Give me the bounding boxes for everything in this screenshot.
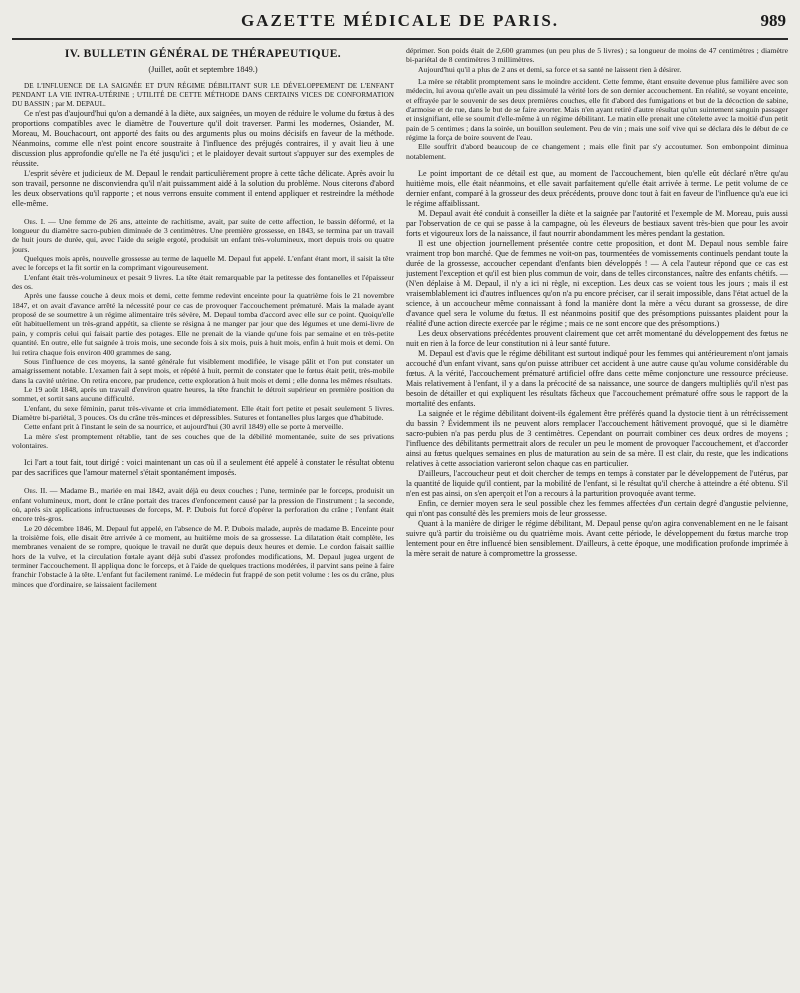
paragraph: Quelques mois après, nouvelle grossesse au terme de laquelle M. Depaul fut appelé. L'enfant étant mort, il saisit la tête avec le forceps et la fit sortir en la comprimant vigoureusement.	[12, 254, 394, 273]
paragraph: Le point important de ce détail est que, au moment de l'accouchement, bien qu'elle eût déclaré n'être qu'au huitième mois, elle était néanmoins, et elle savait parfaitement qu'elle était arrivée à terme. Le petit volume de ce dernier enfant, comparé à la grosseur des deux précédents, prouve donc tout à fait en faveur de l'influence qu'a eue ici le régime affaiblissant.	[406, 169, 788, 209]
observation-2	[12, 486, 394, 523]
observation-label: Obs. II.	[24, 486, 48, 496]
paragraph: Aujourd'hui qu'il a plus de 2 ans et demi, sa force et sa santé ne laissent rien à désirer.	[418, 64, 682, 74]
paragraph: L'enfant était très-volumineux et pesait 9 livres. La tête était remarquable par la petitesse des fontanelles et l'épaisseur des os.	[12, 272, 394, 292]
paragraph: La mère s'est promptement rétablie, tant de ses couches que de la débilité momentanée, suite de ses privations volontaires.	[12, 431, 394, 450]
paragraph: Ce n'est pas d'aujourd'hui qu'on a demandé à la diète, aux saignées, un moyen de réduire le volume du fœtus à des proportions compatibles avec le diamètre de l'ouverture qu'il doit traverser. Parmi les modernes, Osiander, M. Moreau, M. Bouchacourt, ont apporté des faits ou des arguments plus ou moins décisifs en faveur de la méthode. Néanmoins, comme elle n'est point encore soustraite à l'influence des préjugés contraires, il y avait lieu à une discussion plus approfondie qu'elle ne l'a été jusqu'ici ; et le plaidoyer devait surtout s'appuyer sur des exemples de réussite.	[12, 108, 394, 168]
paragraph: L'enfant, du sexe féminin, parut très-vivante et cria immédiatement. Elle était fort petite et pesait seulement 5 livres. Diamètre bi-pariétal, 3 pouces. Os du crâne très-minces et dépressibles. Sutures et fontanelles plus larges que d'habitude.	[12, 403, 394, 422]
page-number: 989	[760, 11, 786, 30]
observation-1	[12, 217, 394, 254]
paragraph: M. Depaul avait été conduit à conseiller la diète et la saignée par l'autorité et l'exemple de M. Moreau, puis aussi par l'observation de ce qui se passe à la campagne, où les éleveurs de bestiaux savent très-bien que pour les avoir forts et vigoureux lors de la naissance, il faut nourrir abondamment les mères pendant la gestation.	[406, 209, 788, 239]
paragraph: L'esprit sévère et judicieux de M. Depaul le rendait particulièrement propre à cette tâche délicate. Après avoir lu son travail, personne ne disconviendra qu'il n'ait puissamment aidé à la solution du problème. Nous citerons d'abord les deux observations qu'il rapporte ; et nous verrons ensuite comment il entend appliquer et restreindre la méthode elle-même.	[12, 168, 394, 208]
paragraph: Elle souffrit d'abord beaucoup de ce changement ; mais elle finit par s'y accoutumer. Son embonpoint diminua notablement.	[406, 142, 788, 161]
article-title: DE L'INFLUENCE DE LA SAIGNÉE ET D'UN RÉGIME DÉBILITANT SUR LE DÉVELOPPEMENT DE L'ENFANT PENDANT LA VIE INTRA-UTÉRINE ; UTILITÉ DE CETTE MÉTHODE DANS CERTAINS VICES DE CONFORMATION DU BASSIN ; par M. DEPAUL.	[12, 81, 394, 108]
paragraph: Cette enfant prit à l'instant le sein de sa nourrice, et aujourd'hui (30 avril 1849) elle se porte à merveille.	[24, 422, 344, 432]
right-column	[406, 46, 788, 988]
section-title: IV. BULLETIN GÉNÉRAL DE THÉRAPEUTIQUE.	[64, 48, 342, 60]
left-column	[12, 46, 394, 988]
newspaper-title: GAZETTE MÉDICALE DE PARIS.	[240, 11, 560, 30]
observation-text: — Madame B., mariée en mai 1842, avait déjà eu deux couches ; l'une, terminée par le forceps, produisit un enfant volumineux, mort, dont le crâne portait des traces d'enfoncement causé par la pression de l'instrument ; la seconde, où, après six applications infructueuses de forceps, M. P. Dubois fut forcé d'opérer la perforation du crâne ; l'enfant était encore très-gros.	[12, 486, 394, 524]
paragraph: Quant à la manière de diriger le régime débilitant, M. Depaul pense qu'on agira convenablement en ne le faisant suivre qu'à partir du troisième ou du quatrième mois. Avant cette période, le développement du fœtus marche trop lentement pour en être influencé bien sensiblement. D'ailleurs, à cette époque, une modification profonde imprimée à la mère serait de nature à compromettre la grossesse.	[406, 519, 788, 559]
paragraph: Il est une objection journellement présentée contre cette proposition, et dont M. Depaul nous semble faire vraiment trop bon marché. Que de femmes ne voit-on pas, tourmentées de vomissements continuels pendant toute la durée de la grossesse, accoucher cependant d'enfants bien développés ! — A cela l'auteur répond que ce cas est justement l'exception et qu'il est bien plus commun de voir, dans de telles circonstances, naître des enfants chétifs. — (N'en déplaise à M. Depaul, il n'y a ici ni règle, ni exception. Les deux cas se voient tous les jours ; mais il est vraisemblablement ici d'autres influences qu'on n'a pu encore préciser, car il serait impossible, dans l'état actuel de la science, à un accoucheur même connaissant à fond la manière dont la mère a vécu durant sa grossesse, de dire d'avance quel sera le volume du fœtus. Il est néanmoins positif que des présomptions puissantes plaident pour la réalité d'une action directe exercée par le régime ; mais ce ne sont encore que des présomptions.)	[406, 239, 788, 329]
paragraph: D'ailleurs, l'accoucheur peut et doit chercher de temps en temps à constater par le développement de l'utérus, par la quantité de liquide qu'il contient, par la mobilité de l'enfant, si le résultat qu'il cherche à atteindre a été obtenu. S'il n'en est pas ainsi, on s'en aperçoit et l'on a recours à la parturition provoquée avant terme.	[406, 469, 788, 499]
paragraph: La mère se rétablit promptement sans le moindre accident. Cette femme, étant ensuite devenue plus familière avec son médecin, lui avoua qu'elle avait un peu dissimulé la vérité lors de son dernier accouchement. En réalité, se voyant enceinte, et effrayée par le souvenir de ses deux premières couches, elle fit d'abord des fumigations et but de la décoction de sabine, d'armoise et de rue, dans le but de se faire avorter. Mais n'en ayant retiré d'autre résultat qu'un suintement sanguin passager et insignifiant, elle se soumit d'elle-même à un régime débilitant. Le matin elle prenait une côtelette avec la moitié d'un petit pain de 5 centimes ; dans la soirée, un bouillon seulement. Peu de vin ; mais une soif vive qui se déclara dès le début de ce régime la força de boire souvent de l'eau.	[406, 77, 788, 143]
paragraph: Le 20 décembre 1846, M. Depaul fut appelé, en l'absence de M. P. Dubois malade, auprès de madame B. Enceinte pour la troisième fois, elle disait être arrivée à ce moment, au huitième mois de sa grossesse. La dilatation était complète, les membranes venaient de se rompre, quoique le travail ne durât que depuis deux heures et demie. Le cordon faisait saillie hors de la vulve, et la circulation fœtale ayant déjà subi d'assez profondes modifications, M. Depaul jugea urgent de terminer l'accouchement. Il appliqua donc le forceps, et à l'aide de quelques tractions modérées, il parvint sans peine à faire franchir l'obstacle à la tête. L'enfant fut facilement ranimé. Le médecin fut frappé de son petit volume : les os du crâne, plus minces que d'ordinaire, se laissaient facilement	[12, 523, 394, 589]
columns	[12, 46, 788, 988]
paragraph: Enfin, ce dernier moyen sera le seul possible chez les femmes affectées d'un certain degré d'angustie pelvienne, qui n'ont pas consulté dès les premiers mois de leur grossesse.	[406, 499, 788, 519]
paragraph: déprimer. Son poids était de 2,600 grammes (un peu plus de 5 livres) ; sa longueur de moins de 47 centimètres ; diamètre bi-pariétal de 8 centimètres 3 millimètres.	[406, 46, 788, 65]
observation-label: Obs. I.	[24, 216, 46, 226]
paragraph: Les deux observations précédentes prouvent clairement que cet arrêt momentané du développement des fœtus ne nuit en rien à la force de leur constitution ni à leur santé future.	[406, 329, 788, 349]
paragraph: Après une fausse couche à deux mois et demi, cette femme redevint enceinte pour la quatrième fois le 21 novembre 1847, et on avait d'avance arrêté la nécessité pour ce cas de provoquer l'accouchement prématuré. Mais la malade ayant proposé de se soumettre à un régime alimentaire très sévère, M. Depaul tomba d'accord avec elle sur ce point. Quoiqu'elle eût habituellement un très-grand appétit, sa cliente se résigna à ne manger par jour que des légumes et une demi-livre de pain, y compris celui qui faisait partie des potages. Elle ne prenait de la viande qu'une fois par semaine et en très-petite quantité. En outre, elle fut saignée à trois mois, une seconde fois à six mois, puis à huit mois, enfin à huit mois et demi. On lui retira chaque fois environ 400 grammes de sang.	[12, 291, 394, 357]
paragraph: Ici l'art a tout fait, tout dirigé : voici maintenant un cas où il a seulement été appelé à constater le résultat obtenu par des sacrifices que l'amour maternel s'était spontanément imposés.	[12, 458, 394, 478]
page-header	[12, 8, 788, 40]
section-date: (Juillet, août et septembre 1849.)	[148, 65, 258, 75]
observation-text: — Une femme de 26 ans, atteinte de rachitisme, avait, par suite de cette affection, le bassin déformé, et la longueur du diamètre sacro-pubien diminuée de 3 centimètres. Une première grossesse, en 1843, se termina par un travail de huit jours de durée, qui, avec l'aide du seigle ergoté, produisit un enfant très-volumineux, mort depuis trois ou quatre jours.	[12, 216, 394, 254]
paragraph: Sous l'influence de ces moyens, la santé générale fut visiblement modifiée, le visage pâlit et l'on put constater un amaigrissement notable. L'examen fait à sept mois, et répété à huit, permit de constater que le fœtus était petit, très-mobile dans la cavité utérine. On retira encore, par prudence, cette exploration à huit mois et demi ; elle donna les mêmes résultats.	[12, 356, 394, 385]
paragraph: M. Depaul est d'avis que le régime débilitant est surtout indiqué pour les femmes qui antérieurement n'ont jamais accouché d'un enfant vivant, sans qu'on puisse attribuer cet accident à une autre cause qu'au volume considérable du fœtus. A la vérité, l'accouchement prématuré artificiel offre dans cette même conjoncture une ressource précieuse. Mais relativement à l'enfant, il y a dans la précocité de sa naissance, une source de dangers multipliés qu'il n'est pas besoin de détailler et qui expliquent les résultats fâcheux que l'accouchement prématuré offre sous le rapport de la mortalité des enfants.	[406, 349, 788, 409]
paragraph: Le 19 août 1848, après un travail d'environ quatre heures, la tête franchit le détroit supérieur en première position du sommet, et sortit sans aucune difficulté.	[12, 384, 394, 404]
paragraph: La saignée et le régime débilitant doivent-ils également être préférés quand la dystocie tient à un rétrécissement du bassin ? Évidemment ils ne peuvent alors remplacer l'accouchement hâtivement provoqué, que si le diamètre sacro-pubien n'a pas perdu plus de 3 centimètres. Cependant on pourrait combiner ces deux ordres de moyens ; l'influence des débilitants permettrait alors de reculer un peu le moment de provoquer l'accouchement, et d'accorder ainsi au fœtus quelques semaines en plus de maturation au sein de sa mère. Il est clair, du reste, que les indications relatives à cette association varieront selon chaque cas en particulier.	[406, 409, 788, 469]
